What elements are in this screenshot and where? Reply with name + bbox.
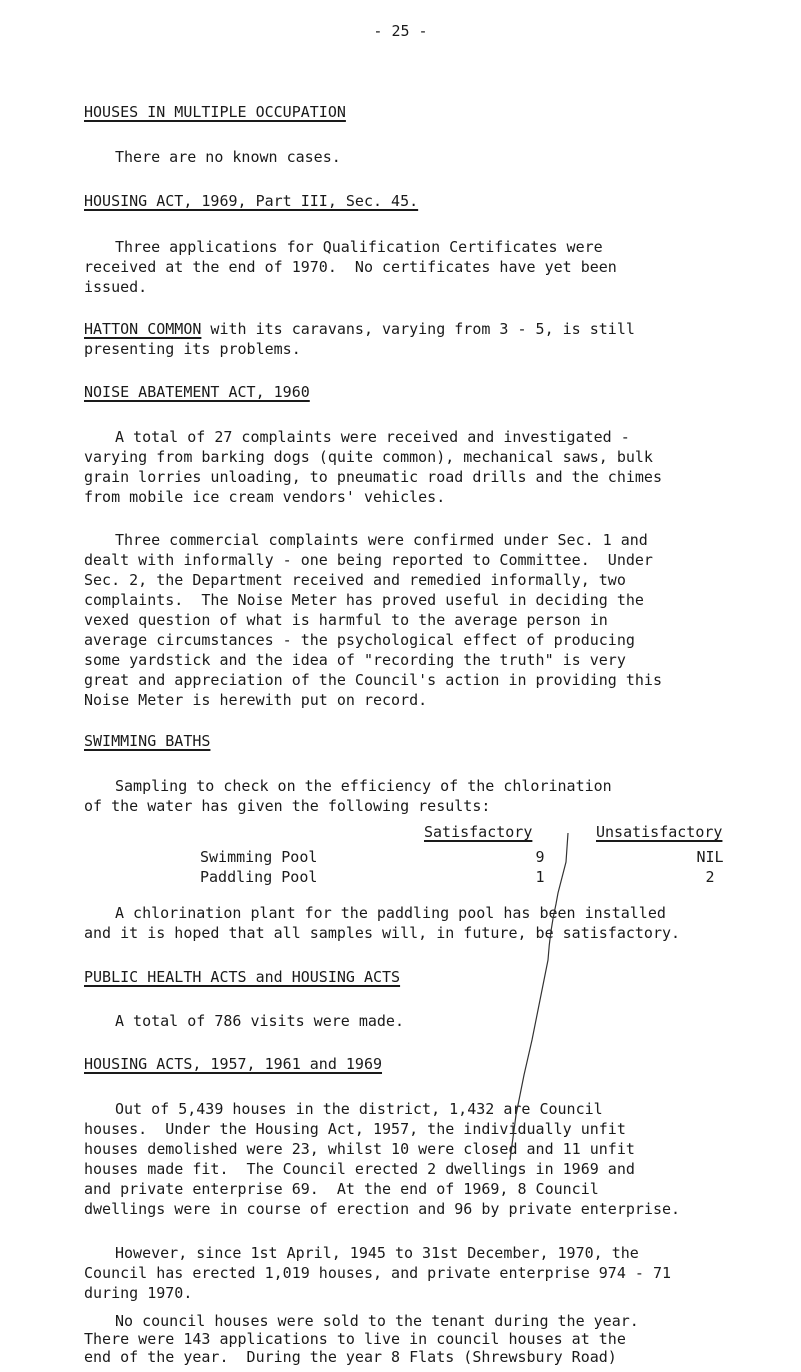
housing-p3-line: No council houses were sold to the tenant during the year. bbox=[115, 1312, 639, 1330]
housing-p2-line: Council has erected 1,019 houses, and private enterprise 974 - 71 bbox=[84, 1264, 671, 1282]
multiple-occupation-text: There are no known cases. bbox=[115, 148, 341, 166]
housing-p3-line: There were 143 applications to live in council houses at the bbox=[84, 1330, 626, 1348]
cell-unsatisfactory: NIL bbox=[696, 848, 724, 866]
swimming-outro-line: and it is hoped that all samples will, in future, be satisfactory. bbox=[84, 924, 681, 942]
housing-p1-line: houses demolished were 23, whilst 10 were closed and 11 unfit bbox=[84, 1140, 635, 1158]
noise-p1-line: from mobile ice cream vendors' vehicles. bbox=[84, 488, 446, 506]
swimming-intro-line: Sampling to check on the efficiency of the chlorination bbox=[115, 777, 612, 795]
noise-p2-line: dealt with informally - one being reported to Committee. Under bbox=[84, 551, 653, 569]
row-label: Swimming Pool bbox=[200, 848, 318, 866]
heading-swimming-baths: SWIMMING BATHS bbox=[84, 732, 211, 750]
noise-p2-line: vexed question of what is harmful to the average person in bbox=[84, 611, 608, 629]
noise-p1-line: varying from barking dogs (quite common), mechanical saws, bulk bbox=[84, 448, 653, 466]
housing-p2-line: However, since 1st April, 1945 to 31st December, 1970, the bbox=[115, 1244, 639, 1262]
heading-housing-act-1969: HOUSING ACT, 1969, Part III, Sec. 45. bbox=[84, 192, 419, 210]
heading-housing-acts: HOUSING ACTS, 1957, 1961 and 1969 bbox=[84, 1055, 383, 1073]
col-header-unsatisfactory: Unsatisfactory bbox=[596, 823, 723, 841]
noise-p2-line: Three commercial complaints were confirmed under Sec. 1 and bbox=[115, 531, 648, 549]
noise-p2-line: complaints. The Noise Meter has proved useful in deciding the bbox=[84, 591, 644, 609]
noise-p2-line: Sec. 2, the Department received and remedied informally, two bbox=[84, 571, 626, 589]
cell-unsatisfactory: 2 bbox=[705, 868, 715, 886]
noise-p2-line: some yardstick and the idea of "recording the truth" is very bbox=[84, 651, 626, 669]
housing-act-1969-text: issued. bbox=[84, 278, 148, 296]
col-header-satisfactory: Satisfactory bbox=[424, 823, 533, 841]
page-number: - 25 - bbox=[373, 22, 428, 40]
public-health-text: A total of 786 visits were made. bbox=[115, 1012, 404, 1030]
hatton-common-text: with its caravans, varying from 3 - 5, is still bbox=[201, 320, 635, 338]
housing-p2-line: during 1970. bbox=[84, 1284, 193, 1302]
noise-p2-line: Noise Meter is herewith put on record. bbox=[84, 691, 428, 709]
swimming-outro-line: A chlorination plant for the paddling pool has been installed bbox=[115, 904, 666, 922]
housing-act-1969-text: received at the end of 1970. No certificates have yet been bbox=[84, 258, 617, 276]
housing-p1-line: dwellings were in course of erection and 96 by private enterprise. bbox=[84, 1200, 681, 1218]
row-label: Paddling Pool bbox=[200, 868, 318, 886]
noise-p2-line: great and appreciation of the Council's action in providing this bbox=[84, 671, 662, 689]
housing-p1-line: houses made fit. The Council erected 2 dwellings in 1969 and bbox=[84, 1160, 635, 1178]
housing-p1-line: and private enterprise 69. At the end of 1969, 8 Council bbox=[84, 1180, 599, 1198]
cell-satisfactory: 9 bbox=[535, 848, 545, 866]
housing-p3-line: end of the year. During the year 8 Flats (Shrewsbury Road) bbox=[84, 1348, 617, 1366]
noise-p2-line: average circumstances - the psychological effect of producing bbox=[84, 631, 635, 649]
heading-hatton-common: HATTON COMMON bbox=[84, 320, 202, 338]
heading-noise-abatement: NOISE ABATEMENT ACT, 1960 bbox=[84, 383, 310, 401]
cell-satisfactory: 1 bbox=[535, 868, 545, 886]
heading-public-health: PUBLIC HEALTH ACTS and HOUSING ACTS bbox=[84, 968, 401, 986]
noise-p1-line: grain lorries unloading, to pneumatic road drills and the chimes bbox=[84, 468, 662, 486]
housing-p1-line: Out of 5,439 houses in the district, 1,432 are Council bbox=[115, 1100, 603, 1118]
housing-act-1969-text: Three applications for Qualification Certificates were bbox=[115, 238, 603, 256]
housing-p1-line: houses. Under the Housing Act, 1957, the individually unfit bbox=[84, 1120, 626, 1138]
heading-multiple-occupation: HOUSES IN MULTIPLE OCCUPATION bbox=[84, 103, 346, 121]
hatton-common-text: presenting its problems. bbox=[84, 340, 301, 358]
swimming-intro-line: of the water has given the following results: bbox=[84, 797, 491, 815]
noise-p1-line: A total of 27 complaints were received and investigated - bbox=[115, 428, 630, 446]
